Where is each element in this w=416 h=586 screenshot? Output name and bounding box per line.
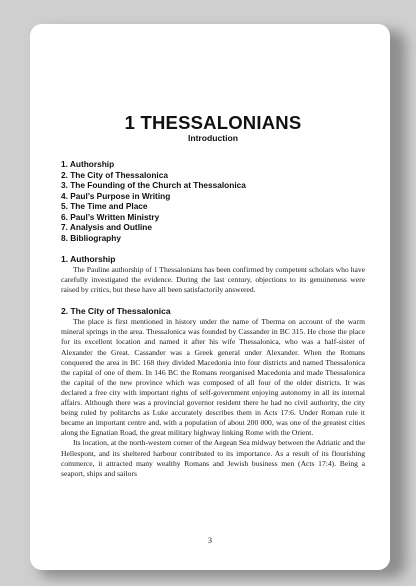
toc-item: 8. Bibliography [61, 232, 121, 243]
section-paragraph: The place is first mentioned in history under the name of Therma on account of the warm mineral springs in the area. Thessalonica was founded by Cassander in BC 315. He chose the place for its excellent location and named it after his wife Thessalonica, who was a half-sister of Alexander the Great. Cassander was a Greek general under Alexander. When the Romans conquered the area in BC 168 they divided Macedonia into four districts and named Thessalonica the capital of one of them. In 146 BC the Romans reorganised Macedonia and made Thessalonica the capital of the new province which was composed of all four of the older districts. It was declared a free city with important rights of self-government enjoying autonomy in all its internal affairs. Although there was a provincial governor resident there he had no civil authority, the city being ruled by politarchs as Luke accurately describes them in Acts 17:6. Under Roman rule it became an important centre and, with a population of about 200 000, was one of the greatest cities along the Egnatian Road, the great military highway linking Rome with the Orient. [61, 317, 365, 438]
page-number: 3 [208, 536, 212, 545]
section-paragraph: Its location, at the north-western corner of the Aegean Sea midway between the Adriatic and the Hellespont, and its sheltered harbour contributed to its importance. As a result of its flourishing commerce, it attracted many wealthy Romans and Jewish business men (Acts 17:4). Being a seaport, ships and sailors [61, 438, 365, 478]
toc-item: 4. Paul’s Purpose in Writing [61, 190, 171, 201]
toc-item: 5. The Time and Place [61, 201, 148, 211]
section-heading-city: 2. The City of Thessalonica [61, 306, 171, 317]
table-of-contents [61, 159, 365, 243]
chapter-title: 1 THESSALONIANS [124, 112, 302, 133]
toc-item: 3. The Founding of the Church at Thessalonica [61, 180, 246, 190]
toc-item: 7. Analysis and Outline [61, 222, 152, 232]
chapter-subtitle: Introduction [187, 133, 239, 143]
toc-item: 2. The City of Thessalonica [61, 169, 168, 180]
section-heading-authorship: 1. Authorship [61, 254, 116, 264]
page-content [61, 113, 365, 479]
toc-item: 6. Paul’s Written Ministry [61, 211, 160, 222]
toc-item: 1. Authorship [61, 159, 115, 169]
section-paragraph: The Pauline authorship of 1 Thessalonians has been confirmed by competent scholars who have carefully investigated the evidence. During the last century, objections to its genuineness were raised by critics, but these have all been satisfactorily answered. [61, 265, 365, 295]
book-page [30, 24, 390, 570]
